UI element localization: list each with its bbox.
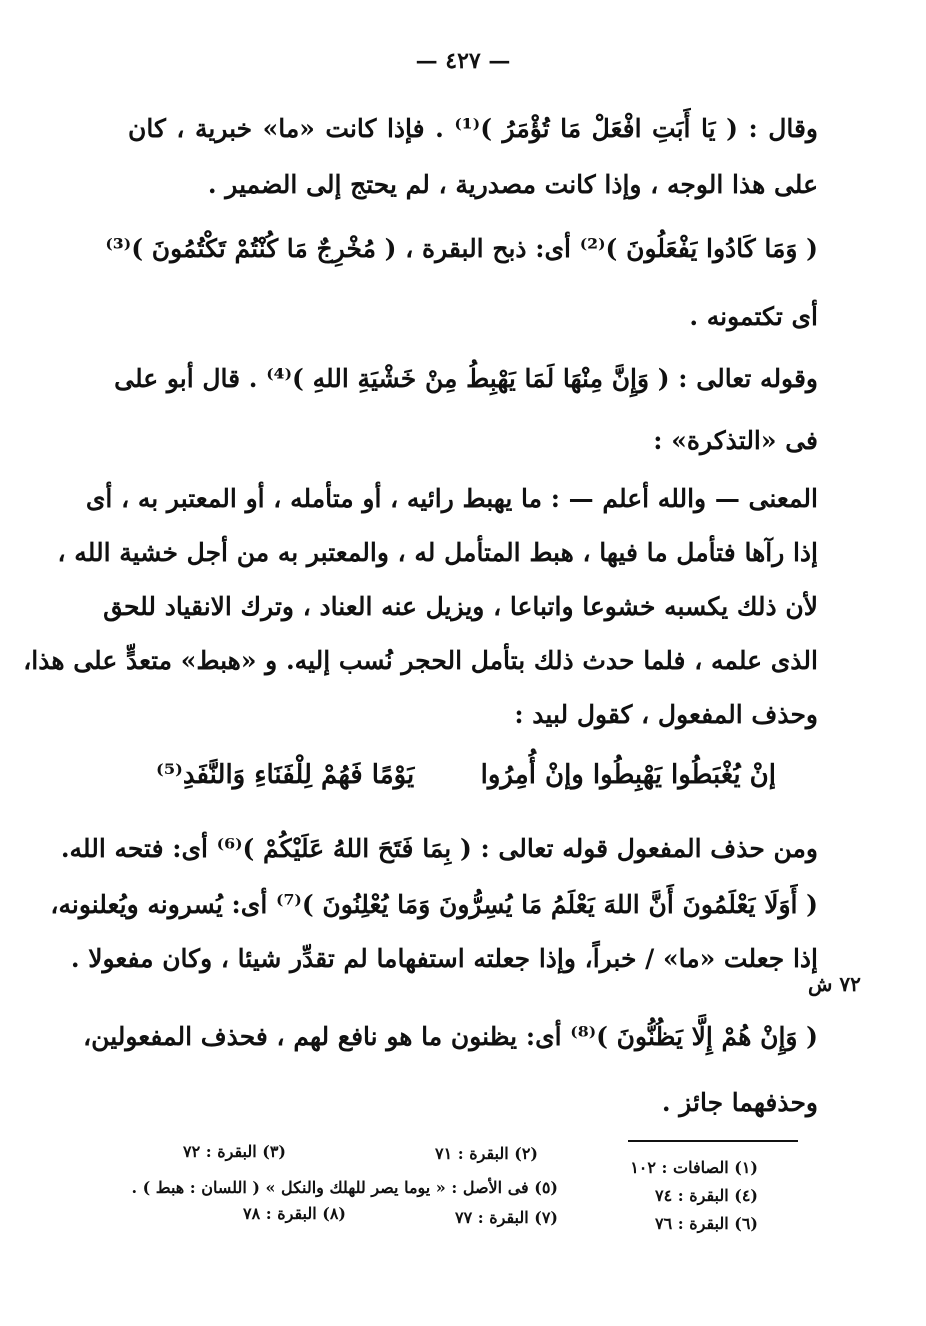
- footnote: (٤) البقرة : ٧٤: [655, 1186, 758, 1205]
- text-line: ومن حذف المفعول قوله تعالى : ( بِمَا فَتَحَ اللهُ عَلَيْكُمْ )⁽⁶⁾ أى: فتحه الله.: [60, 834, 818, 863]
- text-line: الذى علمه ، فلما حدث ذلك بتأمل الحجر نُسب إليه. و «هبط» متعدٍّ على هذا،: [23, 646, 818, 675]
- footnote: (٥) فى الأصل : « يوما يصر للهلك والنكل » ( اللسان : هبط ) .: [131, 1178, 558, 1197]
- poetry-verse: [156, 760, 776, 790]
- footnote: (٢) البقرة : ٧١: [435, 1144, 538, 1163]
- text-line: لأن ذلك يكسبه خشوعا واتباعا ، ويزيل عنه العناد ، وترك الانقياد للحق: [103, 592, 818, 621]
- text-line: ( وَمَا كَادُوا يَفْعَلُونَ )⁽²⁾ أى: ذبح البقرة ، ( مُخْرِجٌ مَا كُنْتُمْ تَكْتُمُونَ )⁽³⁾: [105, 234, 818, 263]
- footnote: (٦) البقرة : ٧٦: [655, 1214, 758, 1233]
- text-line: وقوله تعالى : ( وَإِنَّ مِنْهَا لَمَا يَهْبِطُ مِنْ خَشْيَةِ اللهِ )⁽⁴⁾ . قال أبو على: [114, 364, 818, 393]
- text-line: فى «التذكرة» :: [653, 426, 818, 455]
- margin-folio-note: ٧٢ ش: [808, 972, 861, 996]
- text-line: وحذف المفعول ، كقول لبيد :: [514, 700, 818, 729]
- page-number: — ٤٢٧ —: [415, 48, 511, 74]
- text-line: المعنى — والله أعلم — : ما يهبط رائيه ، أو متأمله ، أو المعتبر به ، أى: [85, 484, 818, 513]
- text-line: ( وَإِنْ هُمْ إِلَّا يَظُنُّونَ )⁽⁸⁾ أى: يظنون ما هو نافع لهم ، فحذف المفعولين،: [83, 1022, 818, 1051]
- text-line: ( أَوَلَا يَعْلَمُونَ أَنَّ اللهَ يَعْلَمُ مَا يُسِرُّونَ وَمَا يُعْلِنُونَ )⁽⁷⁾ أى: يُسرونه ويُعلنونه،: [50, 890, 818, 919]
- text-line: إذا رآها فتأمل ما فيها ، هبط المتأمل له ، والمعتبر به من أجل خشية الله ،: [57, 538, 818, 567]
- text-line: وحذفهما جائز .: [661, 1088, 818, 1117]
- footnote: (١) الصافات : ١٠٢: [630, 1158, 758, 1177]
- footnote: (٨) البقرة : ٧٨: [243, 1204, 346, 1223]
- text-line: إذا جعلت «ما» / خبراً، وإذا جعلته استفهاما لم تقدِّر شيئا ، وكان مفعولا .: [70, 944, 818, 973]
- verse-second-half: يَوْمًا فَهُمْ لِلْفَنَاءِ وَالنَّفَدِ⁽⁵⁾: [156, 760, 415, 790]
- text-line: وقال : ( يَا أَبَتِ افْعَلْ مَا تُؤْمَرُ )⁽¹⁾ . فإذا كانت «ما» خبرية ، كان: [128, 114, 818, 143]
- text-line: على هذا الوجه ، وإذا كانت مصدرية ، لم يحتج إلى الضمير .: [207, 170, 818, 199]
- text-line: أى تكتمونه .: [689, 302, 818, 331]
- footnote-divider: [628, 1140, 798, 1142]
- verse-first-half: إنْ يُغْبَطُوا يَهْبِطُوا وإنْ أُمِرُوا: [480, 760, 776, 790]
- footnote: (٣) البقرة : ٧٢: [183, 1142, 286, 1161]
- footnote: (٧) البقرة : ٧٧: [455, 1208, 558, 1227]
